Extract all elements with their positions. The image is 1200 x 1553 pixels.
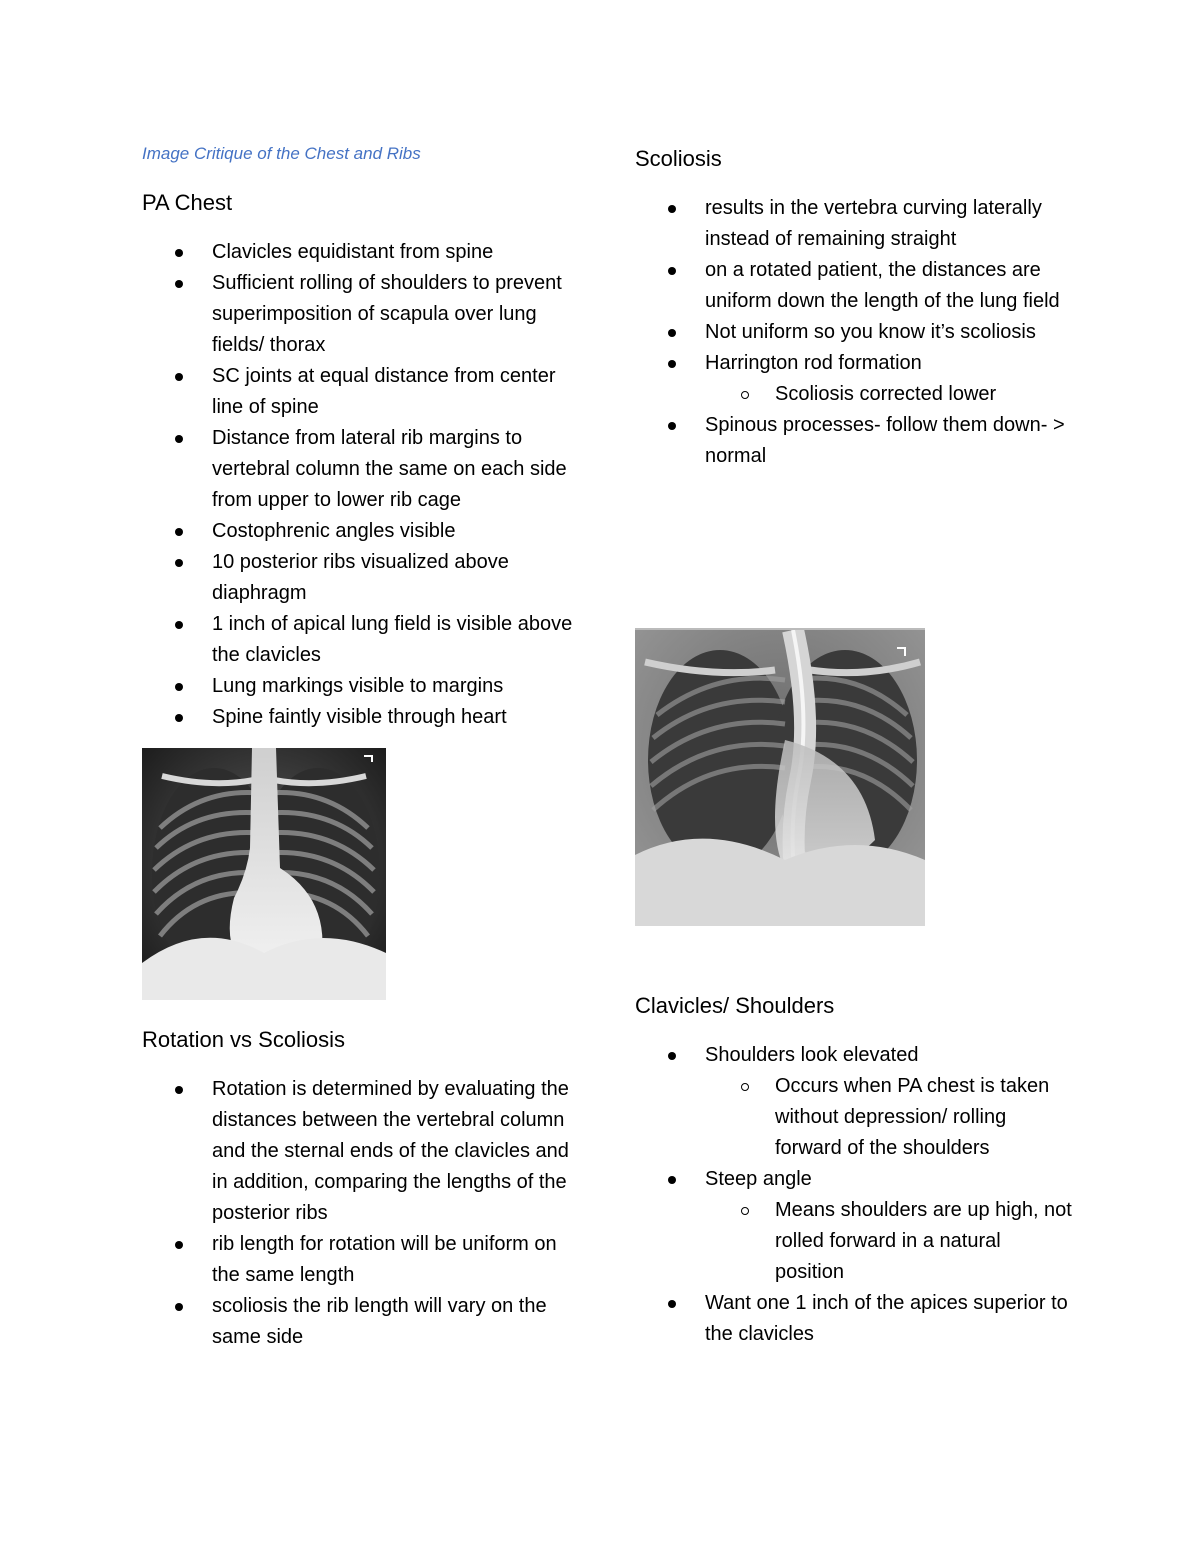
bullet-icon xyxy=(668,205,676,213)
list-item: rib length for rotation will be uniform on the same length xyxy=(142,1229,582,1291)
bullet-icon xyxy=(668,1052,676,1060)
bullet-icon xyxy=(668,422,676,430)
clavicles-shoulders-heading: Clavicles/ Shoulders xyxy=(635,993,835,1018)
list-item: results in the vertebra curving laterally instead of remaining straight xyxy=(635,193,1075,255)
list-item: Not uniform so you know it’s scoliosis xyxy=(635,317,1075,348)
pa-chest-list xyxy=(142,237,582,733)
sub-list-item: Means shoulders are up high, not rolled forward in a natural position xyxy=(705,1195,1075,1288)
hollow-bullet-icon xyxy=(741,1083,749,1091)
list-item: Lung markings visible to margins xyxy=(142,671,582,702)
rotation-vs-scoliosis-list xyxy=(142,1074,582,1353)
list-item: scoliosis the rib length will vary on the same side xyxy=(142,1291,582,1353)
list-item: Clavicles equidistant from spine xyxy=(142,237,582,268)
bullet-icon xyxy=(668,1300,676,1308)
document-subtitle: Image Critique of the Chest and Ribs xyxy=(142,144,421,163)
list-item: Spine faintly visible through heart xyxy=(142,702,582,733)
scoliosis-list xyxy=(635,193,1075,472)
bullet-icon xyxy=(175,621,183,629)
scoliosis-xray-image xyxy=(635,628,925,926)
list-item: Steep angle Means shoulders are up high, not rolled forward in a natural position xyxy=(635,1164,1075,1288)
bullet-icon xyxy=(668,1176,676,1184)
list-item: Shoulders look elevated Occurs when PA chest is taken without depression/ rolling forward of the shoulders xyxy=(635,1040,1075,1164)
sub-list xyxy=(705,1195,1075,1288)
list-item: 10 posterior ribs visualized above diaphragm xyxy=(142,547,582,609)
bullet-icon xyxy=(668,267,676,275)
sub-list xyxy=(705,379,1075,410)
bullet-icon xyxy=(175,714,183,722)
list-item: Harrington rod formation Scoliosis corrected lower xyxy=(635,348,1075,410)
scoliosis-heading: Scoliosis xyxy=(635,146,722,171)
list-item: Sufficient rolling of shoulders to prevent superimposition of scapula over lung fields/ thorax xyxy=(142,268,582,361)
rotation-vs-scoliosis-heading: Rotation vs Scoliosis xyxy=(142,1027,345,1052)
sub-list-item: Scoliosis corrected lower xyxy=(705,379,1075,410)
bullet-icon xyxy=(175,528,183,536)
pa-chest-xray-image xyxy=(142,748,386,1000)
list-item: Want one 1 inch of the apices superior to the clavicles xyxy=(635,1288,1075,1350)
hollow-bullet-icon xyxy=(741,391,749,399)
bullet-icon xyxy=(668,360,676,368)
bullet-icon xyxy=(175,435,183,443)
list-item: 1 inch of apical lung field is visible above the clavicles xyxy=(142,609,582,671)
list-item: Distance from lateral rib margins to vertebral column the same on each side from upper to lower rib cage xyxy=(142,423,582,516)
hollow-bullet-icon xyxy=(741,1207,749,1215)
pa-chest-heading: PA Chest xyxy=(142,190,233,215)
list-item: on a rotated patient, the distances are uniform down the length of the lung field xyxy=(635,255,1075,317)
bullet-icon xyxy=(175,280,183,288)
bullet-icon xyxy=(668,329,676,337)
bullet-icon xyxy=(175,249,183,257)
bullet-icon xyxy=(175,683,183,691)
list-item: Spinous processes- follow them down- > normal xyxy=(635,410,1075,472)
sub-list-item: Occurs when PA chest is taken without depression/ rolling forward of the shoulders xyxy=(705,1071,1075,1164)
clavicles-shoulders-list xyxy=(635,1040,1075,1350)
list-item: Costophrenic angles visible xyxy=(142,516,582,547)
bullet-icon xyxy=(175,559,183,567)
list-item: Rotation is determined by evaluating the distances between the vertebral column and the sternal ends of the clavicles and in addition, comparing the lengths of the posterior ribs xyxy=(142,1074,582,1229)
bullet-icon xyxy=(175,373,183,381)
list-item: SC joints at equal distance from center line of spine xyxy=(142,361,582,423)
sub-list xyxy=(705,1071,1075,1164)
bullet-icon xyxy=(175,1303,183,1311)
bullet-icon xyxy=(175,1241,183,1249)
bullet-icon xyxy=(175,1086,183,1094)
